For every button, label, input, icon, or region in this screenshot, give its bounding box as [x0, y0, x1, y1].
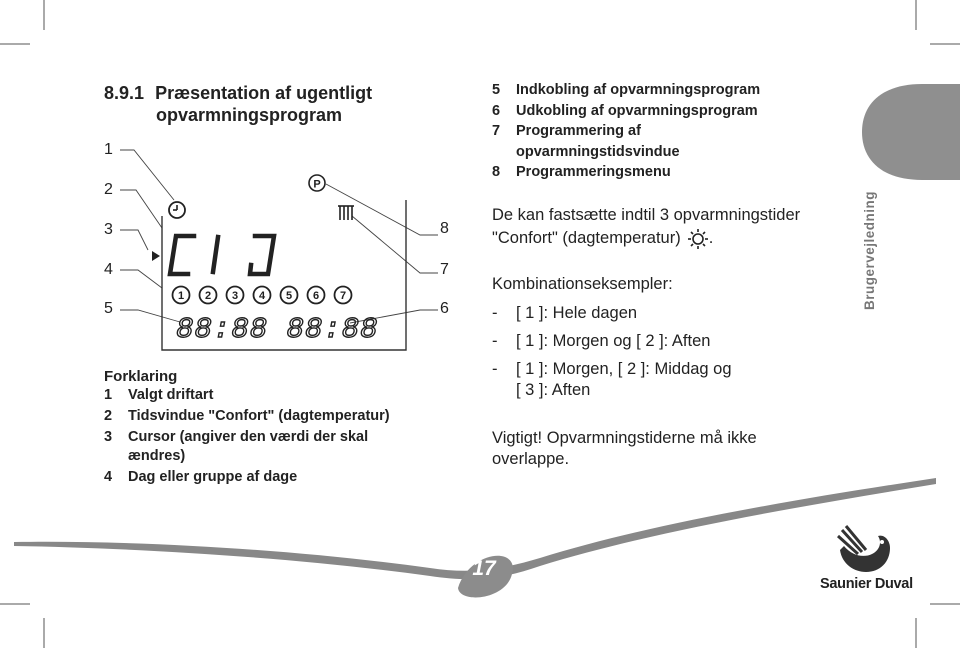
section-number: 8.9.1 [104, 83, 145, 103]
callout-4: 4 [104, 261, 113, 278]
list-item: 8 Programmeringsmenu [492, 164, 671, 180]
section-title: Præsentation af ugentligt [155, 83, 373, 103]
day-6 [308, 287, 325, 304]
combo-item: - [ 1 ]: Morgen og [ 2 ]: Aften [492, 332, 711, 350]
callout-7: 7 [440, 261, 449, 278]
callout-1: 1 [104, 141, 113, 158]
day-7 [335, 287, 352, 304]
section-title-line2: opvarmningsprogram [156, 105, 343, 125]
sun-icon [687, 229, 709, 249]
legend-title: Forklaring [104, 368, 178, 385]
combo-list [492, 303, 832, 401]
svg-text:4: 4 [258, 290, 266, 302]
program-symbol: P [313, 178, 321, 191]
intro-line2: "Confort" (dagtemperatur) . [492, 229, 714, 247]
list-item: 5 Indkobling af opvarmningsprogram [492, 82, 761, 98]
program-icon [309, 175, 325, 191]
warning-line2: overlappe. [492, 450, 570, 468]
side-tab [862, 84, 960, 180]
list-item: 6 Udkobling af opvarmningsprogram [492, 102, 758, 119]
svg-text:5: 5 [285, 290, 293, 302]
day-5 [281, 287, 298, 304]
cursor-icon [152, 251, 160, 261]
callout-5: 5 [104, 300, 113, 317]
svg-text:6: 6 [312, 290, 320, 302]
legend-item: 4 Dag eller gruppe af dage [104, 469, 298, 485]
leader-lines [120, 150, 438, 323]
radiator-icon [338, 206, 354, 220]
svg-text:2: 2 [204, 290, 212, 302]
brand-name: Saunier Duval [820, 576, 913, 592]
svg-text:3: 3 [231, 290, 239, 302]
callout-2: 2 [104, 181, 113, 198]
display-elements-list [492, 80, 832, 183]
intro-line1: De kan fastsætte indtil 3 opvarmningstider [492, 206, 801, 224]
legend-item: 1 Valgt driftart [104, 387, 214, 403]
lcd-display-diagram [120, 140, 440, 360]
callout-6: 6 [440, 300, 449, 317]
page-number: 17 [472, 557, 496, 580]
callout-3: 3 [104, 221, 113, 238]
svg-text:1: 1 [177, 290, 185, 302]
callout-8: 8 [440, 220, 449, 237]
clock-icon [169, 202, 185, 218]
time-display: 88:88 88:88 [176, 313, 379, 346]
combo-item: - [ 1 ]: Hele dagen [492, 304, 638, 322]
list-item: 7 Programmering af [492, 123, 641, 139]
legend-item: 2 Tidsvindue "Confort" (dagtemperatur) [104, 408, 390, 424]
saunier-duval-logo-icon [836, 520, 894, 574]
day-indicators [173, 287, 352, 304]
legend-item: 3 Cursor (angiver den værdi der skal [104, 429, 369, 445]
day-4 [254, 287, 271, 304]
section-heading [104, 82, 372, 104]
list-item: opvarmningstidsvindue [516, 143, 680, 160]
svg-text:7: 7 [339, 290, 347, 302]
side-label: Brugervejledning [862, 190, 877, 310]
combo-title: Kombinationseksempler: [492, 275, 673, 293]
day-2 [200, 287, 217, 304]
combo-item: - [ 1 ]: Morgen, [ 2 ]: Middag og [ 3 ]: Aften [492, 360, 732, 399]
day-3 [227, 287, 244, 304]
day-1 [173, 287, 190, 304]
mode-display-cj [170, 236, 274, 274]
warning-line1: Vigtigt! Opvarmningstiderne må ikke [492, 429, 757, 447]
legend-item: ændres) [128, 448, 186, 464]
